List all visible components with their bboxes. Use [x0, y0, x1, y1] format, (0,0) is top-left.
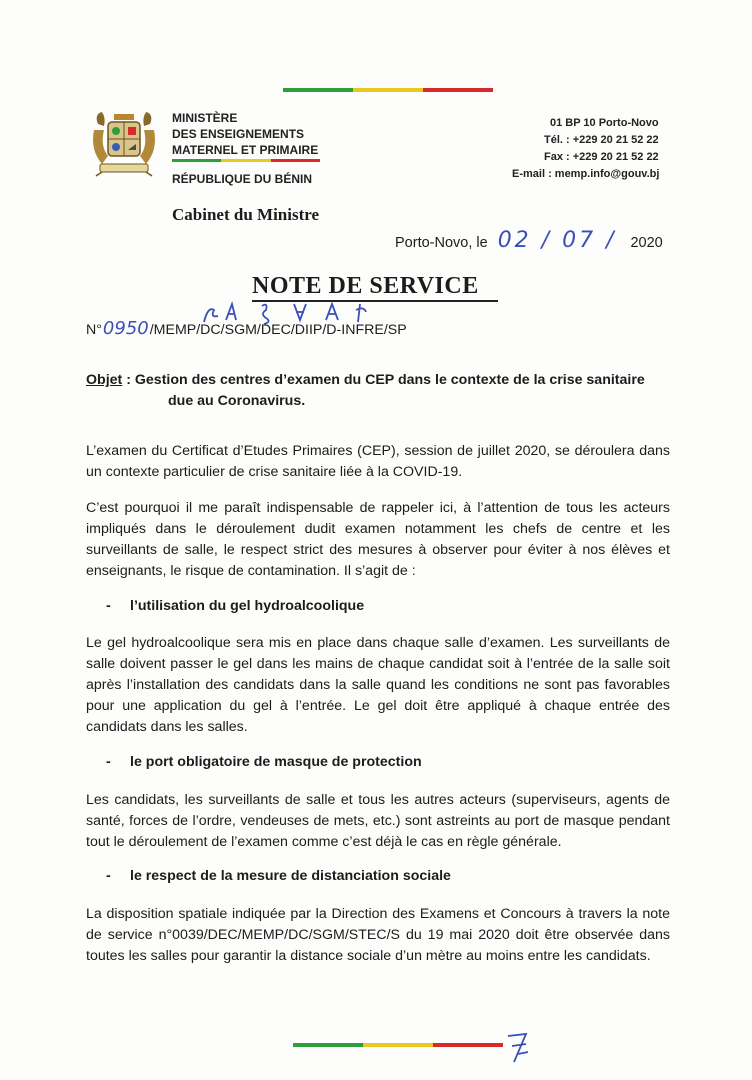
flag-bar-bottom: [293, 1043, 503, 1047]
bullet-marker: -: [106, 754, 111, 770]
country-name: RÉPUBLIQUE DU BÉNIN: [172, 172, 313, 186]
reference-number: 0950: [102, 318, 149, 339]
cabinet-label: Cabinet du Ministre: [172, 205, 320, 224]
paragraph-distancing: La disposition spatiale indiquée par la Direction des Examens et Concours à travers la note de service n°0039/DEC/MEMP/DC/SGM/STEC/S du 19 mai 2020 doit être observée dans toutes les salles pour garantir la distance sociale d’un mètre au moins entre les candidats.: [86, 906, 670, 964]
object-block: [86, 370, 676, 412]
bullet-distancing: [106, 868, 451, 884]
handwritten-initial-footer: [504, 1028, 534, 1068]
coat-of-arms-logo: [88, 110, 160, 178]
reference-prefix: N°: [86, 322, 102, 338]
flag-bar-top: [283, 88, 493, 92]
paragraph-reminder: C’est pourquoi il me paraît indispensable de rappeler ici, à l’attention de tous les acteurs impliqués dans le déroulement dudit examen notamment les chefs de centre et les surveillants de salle, le respect strict des mesures à observer pour éviter à nos élèves et enseignants, le risque de contamination. Il s’agit de :: [86, 500, 670, 579]
bullet-gel: [106, 598, 364, 614]
bullet-gel-text: l’utilisation du gel hydroalcoolique: [130, 598, 365, 614]
page-title: NOTE DE SERVICE: [252, 273, 479, 299]
contact-block: [512, 115, 659, 183]
date-place: Porto-Novo, le: [395, 235, 488, 251]
date-handwritten: 02 / 07 /: [497, 228, 617, 253]
contact-address: 01 BP 10 Porto-Novo: [550, 117, 659, 129]
contact-tel: Tél. : +229 20 21 52 22: [544, 134, 659, 146]
ministry-name: [172, 110, 318, 158]
object-text: : Gestion des centres d’examen du CEP dans le contexte de la crise sanitaire: [122, 372, 645, 388]
date-line: [395, 228, 663, 253]
bullet-distancing-text: le respect de la mesure de distanciation sociale: [130, 868, 451, 884]
handwritten-initials: [200, 300, 370, 326]
paragraph-gel: Le gel hydroalcoolique sera mis en place dans chaque salle d’examen. Les surveillants de salle doivent passer le gel dans les mains de chaque candidat soit à l’entrée de la salle soit après l’installation des candidats dans la salle quand les conditions ne sont pas favorables pour une application du gel à l’entrée. Le gel doit être appliqué à chaque entrée des candidats dans les salles.: [86, 635, 670, 735]
bullet-mask: [106, 754, 422, 770]
paragraph-intro: L’examen du Certificat d’Etudes Primaires (CEP), session de juillet 2020, se déroulera dans un contexte particulier de crise sanitaire liée à la COVID-19.: [86, 443, 670, 480]
ministry-line-1: MINISTÈRE: [172, 111, 238, 125]
bullet-marker: -: [106, 598, 111, 614]
object-label: Objet: [86, 372, 123, 388]
contact-fax: Fax : +229 20 21 52 22: [544, 151, 659, 163]
ministry-line-3: MATERNEL ET PRIMAIRE: [172, 143, 319, 157]
flag-bar-ministry: [172, 159, 320, 162]
bullet-mask-text: le port obligatoire de masque de protection: [130, 754, 422, 770]
object-text-line-2: due au Coronavirus.: [168, 393, 306, 409]
reference-suffix: /MEMP/DC/SGM/DEC/DIIP/D-INFRE/SP: [149, 322, 407, 338]
contact-email: E-mail : memp.info@gouv.bj: [512, 168, 660, 180]
date-year: 2020: [630, 235, 663, 251]
paragraph-mask: Les candidats, les surveillants de salle et tous les autres acteurs (superviseurs, agents de santé, forces de l’ordre, vendeuses de mets, etc.) sont astreints au port de masque pendant tout le déroulement de l’examen comme c’est déjà le cas en règle générale.: [86, 792, 670, 850]
bullet-marker: -: [106, 868, 111, 884]
ministry-line-2: DES ENSEIGNEMENTS: [172, 127, 305, 141]
